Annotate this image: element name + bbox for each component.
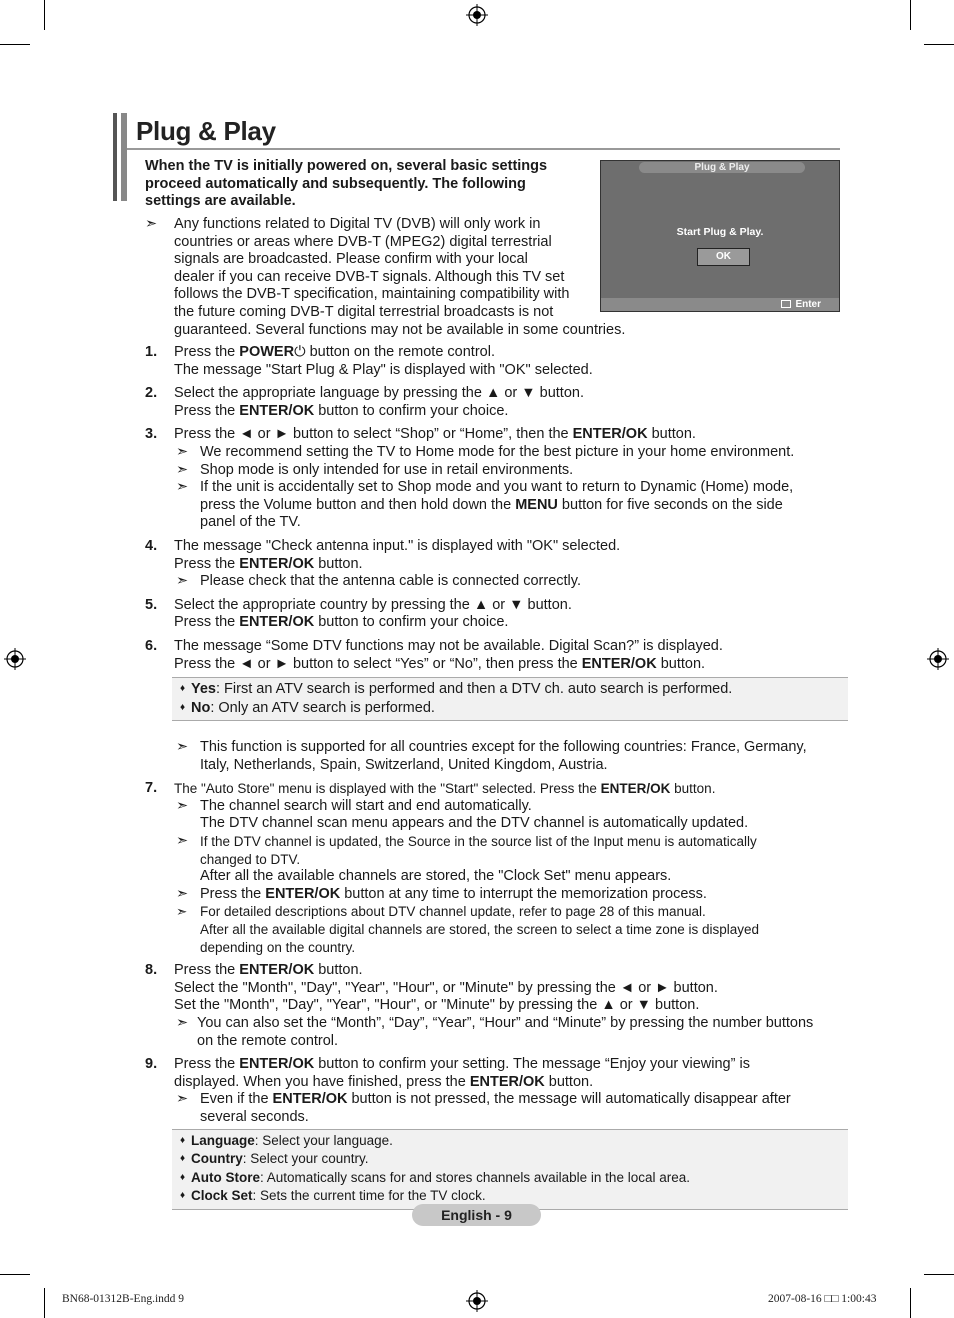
step-bold: ENTER/OK xyxy=(469,1073,545,1090)
step-text: Press the xyxy=(174,402,240,419)
step-bold: ENTER/OK xyxy=(239,1056,315,1073)
diamond-bullet-icon: ♦ xyxy=(180,683,186,695)
note-bold: ENTER/OK xyxy=(265,885,341,902)
diamond-bullet-icon: ♦ xyxy=(180,701,186,713)
option-item xyxy=(180,1187,848,1206)
option-desc: : Select your language. xyxy=(254,1132,393,1148)
step-1 xyxy=(145,344,845,379)
option-item xyxy=(180,1150,848,1169)
arrow-note-icon: ➣ xyxy=(176,797,189,814)
crop-mark xyxy=(0,1274,30,1275)
option-desc: : Sets the current time for the TV clock. xyxy=(252,1188,486,1204)
note-bold: MENU xyxy=(515,496,558,513)
step-bold: ENTER/OK xyxy=(239,555,315,572)
arrow-note-icon: ➣ xyxy=(176,833,189,850)
registration-mark-icon xyxy=(466,1290,488,1312)
step-text: Press the xyxy=(174,962,240,979)
crop-mark xyxy=(924,44,954,45)
step-bold: POWER xyxy=(239,344,295,360)
option-term: Language xyxy=(191,1132,255,1148)
diamond-bullet-icon: ♦ xyxy=(180,1171,186,1183)
note-text: press the Volume button and then hold down the xyxy=(200,496,516,513)
power-icon: ⏻ xyxy=(294,344,306,360)
step-note xyxy=(174,1015,845,1050)
step-number: 3. xyxy=(145,426,158,443)
page-number-badge: English - 9 xyxy=(412,1204,541,1226)
step-number: 7. xyxy=(145,780,158,797)
intro-text: When the TV is initially powered on, several basic settings proceed automatically and subsequently. The following settings are available. xyxy=(145,158,548,209)
osd-bottom-bar xyxy=(601,298,839,311)
arrow-note-icon: ➣ xyxy=(176,461,189,478)
step-number: 4. xyxy=(145,537,158,554)
step-bold: ENTER/OK xyxy=(239,962,315,979)
note-text: button at any time to interrupt the memorization process. xyxy=(340,885,707,902)
option-item xyxy=(180,1132,848,1151)
title-rule xyxy=(127,148,840,150)
step-note xyxy=(174,573,845,591)
step-number: 5. xyxy=(145,596,158,613)
step-note xyxy=(174,833,845,886)
step-text: button. xyxy=(656,655,706,672)
arrow-note-icon: ➣ xyxy=(176,443,189,460)
step-text: Select the appropriate language by pressing the ▲ or ▼ button. xyxy=(174,385,584,402)
step-2 xyxy=(145,385,845,420)
crop-mark xyxy=(910,0,911,30)
note-text: This function is supported for all countries except for the following countries: France, Germany, xyxy=(200,739,807,756)
print-slug-left: BN68-01312B-Eng.indd 9 xyxy=(62,1293,185,1305)
crop-mark xyxy=(0,44,30,45)
dvb-note-line: Any functions related to Digital TV (DVB) will only work in xyxy=(174,216,541,232)
note-text: depending on the country. xyxy=(200,939,356,955)
step-text: Press the xyxy=(174,1056,240,1073)
step-text: The "Auto Store" menu is displayed with the "Start" selected. Press the xyxy=(174,781,601,797)
arrow-note-icon: ➣ xyxy=(176,573,189,590)
step-number: 6. xyxy=(145,637,158,654)
crop-mark xyxy=(44,0,45,30)
note-text: on the remote control. xyxy=(197,1032,339,1049)
osd-message: Start Plug & Play. xyxy=(676,226,764,238)
option-desc: : Automatically scans for and stores channels available in the local area. xyxy=(260,1169,690,1185)
osd-ok-button: OK xyxy=(697,248,750,266)
step-note xyxy=(174,462,845,480)
osd-enter-hint xyxy=(781,298,821,311)
dvb-note-line: guaranteed. Several functions may not be available in some countries. xyxy=(174,321,626,338)
settings-summary-box xyxy=(172,1129,848,1210)
step-7 xyxy=(145,780,845,956)
arrow-note-icon: ➣ xyxy=(176,1091,189,1108)
option-term: Auto Store xyxy=(191,1169,260,1185)
step-text: button to confirm your setting. The message “Enjoy your viewing” is xyxy=(314,1056,750,1073)
step-bold: ENTER/OK xyxy=(572,426,648,443)
step-note xyxy=(174,479,845,532)
step-bold: ENTER/OK xyxy=(600,781,671,797)
step-text: button. xyxy=(314,962,363,979)
step-number: 1. xyxy=(145,344,158,360)
step-text: Press the xyxy=(174,344,240,360)
step-bold: ENTER/OK xyxy=(239,402,315,419)
step-text: displayed. When you have finished, press the xyxy=(174,1073,470,1090)
note-text: Even if the xyxy=(200,1091,273,1108)
step-text: button on the remote control. xyxy=(305,344,495,360)
note-text: Press the xyxy=(200,885,266,902)
note-text: For detailed descriptions about DTV channel update, refer to page 28 of this manual. xyxy=(200,904,706,920)
step-text: The message "Start Plug & Play" is displayed with "OK" selected. xyxy=(174,361,593,378)
step-note xyxy=(174,903,845,956)
step-text: button to confirm your choice. xyxy=(314,614,509,631)
note-text: The DTV channel scan menu appears and the DTV channel is automatically updated. xyxy=(200,815,749,832)
print-slug-right: 2007-08-16 □□ 1:00:43 xyxy=(768,1293,877,1305)
arrow-note-icon: ➣ xyxy=(176,1015,189,1031)
dvb-note-line: signals are broadcasted. Please confirm with your local xyxy=(174,251,528,268)
registration-mark-icon xyxy=(466,4,488,26)
note-text: The channel search will start and end automatically. xyxy=(200,797,532,814)
crop-mark xyxy=(910,1288,911,1318)
osd-screen xyxy=(600,160,840,312)
diamond-bullet-icon: ♦ xyxy=(180,1153,186,1165)
step-text: Set the "Month", "Day", "Year", "Hour", or "Minute" by pressing the ▲ or ▼ button. xyxy=(174,997,700,1014)
note-text: After all the available channels are stored, the "Clock Set" menu appears. xyxy=(200,868,672,885)
arrow-note-icon: ➣ xyxy=(176,739,189,756)
step-number: 2. xyxy=(145,385,158,402)
step-3 xyxy=(145,426,845,532)
page-title: Plug & Play xyxy=(136,116,276,146)
note-text: changed to DTV. xyxy=(200,851,301,867)
note-text: After all the available digital channels are stored, the screen to select a time zone is displayed xyxy=(200,922,760,938)
option-item xyxy=(180,680,848,699)
dvb-note-line: the future coming DVB-T digital terrestrial broadcasts is not xyxy=(174,303,554,320)
note-text: Italy, Netherlands, Spain, Switzerland, United Kingdom, Austria. xyxy=(200,756,608,773)
option-desc: : Only an ATV search is performed. xyxy=(210,699,435,716)
note-text: We recommend setting the TV to Home mode for the best picture in your home environment. xyxy=(200,443,795,460)
option-desc: : First an ATV search is performed and then a DTV ch. auto search is performed. xyxy=(216,681,733,698)
step-6 xyxy=(145,638,845,673)
registration-mark-icon xyxy=(927,648,949,670)
note-text: If the DTV channel is updated, the Source in the source list of the Input menu is automatically xyxy=(200,834,757,850)
option-term: No xyxy=(191,699,211,716)
step-number: 8. xyxy=(145,962,158,979)
step-text: Select the "Month", "Day", "Year", "Hour", or "Minute" by pressing the ◄ or ► button. xyxy=(174,979,718,996)
step-text: button. xyxy=(544,1073,594,1090)
options-box xyxy=(172,677,848,721)
diamond-bullet-icon: ♦ xyxy=(180,1190,186,1202)
crop-mark xyxy=(924,1274,954,1275)
note-text: several seconds. xyxy=(200,1108,309,1125)
dvb-note-line: countries or areas where DVB-T (MPEG2) digital terrestrial xyxy=(174,233,552,250)
arrow-note-icon: ➣ xyxy=(176,885,189,902)
crop-mark xyxy=(44,1288,45,1318)
step-note xyxy=(174,886,845,904)
step-note xyxy=(174,444,845,462)
step-9 xyxy=(145,1056,845,1126)
steps-list xyxy=(145,344,845,1216)
step-8 xyxy=(145,962,845,1050)
step-note xyxy=(174,739,845,774)
step-number: 9. xyxy=(145,1056,158,1073)
note-text: You can also set the “Month”, “Day”, “Year”, “Hour” and “Minute” by pressing the number buttons xyxy=(197,1015,814,1031)
arrow-note-icon: ➣ xyxy=(176,479,189,496)
arrow-note-icon: ➣ xyxy=(145,216,158,232)
step-text: button. xyxy=(314,555,363,572)
step-6-note xyxy=(145,739,845,774)
note-text: button is not pressed, the message will automatically disappear after xyxy=(347,1091,791,1108)
step-text: Press the ◄ or ► button to select “Yes” or “No”, then press the xyxy=(174,655,582,672)
osd-enter-label: Enter xyxy=(795,299,821,310)
step-bold: ENTER/OK xyxy=(581,655,657,672)
step-text: Press the xyxy=(174,555,240,572)
step-text: Press the xyxy=(174,614,240,631)
note-text: Please check that the antenna cable is connected correctly. xyxy=(200,573,581,590)
option-term: Clock Set xyxy=(191,1188,253,1204)
dvb-note-line: dealer if you can receive DVB-T signals. Although this TV set xyxy=(174,268,565,285)
step-text: Select the appropriate country by pressing the ▲ or ▼ button. xyxy=(174,596,572,613)
option-term: Country xyxy=(191,1151,243,1167)
note-bold: ENTER/OK xyxy=(272,1091,348,1108)
step-note xyxy=(174,1091,845,1126)
arrow-note-icon: ➣ xyxy=(176,904,188,920)
dvb-note xyxy=(145,216,645,339)
osd-title: Plug & Play xyxy=(639,162,805,173)
step-note xyxy=(174,798,845,833)
title-accent-bar xyxy=(113,113,117,201)
step-text: The message “Some DTV functions may not be available. Digital Scan?” is displayed. xyxy=(174,637,723,654)
enter-icon xyxy=(781,300,791,308)
note-text: If the unit is accidentally set to Shop mode and you want to return to Dynamic (Home) mode, xyxy=(200,479,794,496)
diamond-bullet-icon: ♦ xyxy=(180,1134,186,1146)
note-text: panel of the TV. xyxy=(200,514,301,531)
step-5 xyxy=(145,597,845,632)
option-term: Yes xyxy=(191,681,216,698)
option-item xyxy=(180,699,848,718)
title-accent-bar xyxy=(121,113,127,201)
registration-mark-icon xyxy=(4,648,26,670)
step-text: button to confirm your choice. xyxy=(314,402,509,419)
dvb-note-line: follows the DVB-T specification, maintaining compatibility with xyxy=(174,286,570,303)
step-text: button. xyxy=(670,781,716,797)
note-text: Shop mode is only intended for use in retail environments. xyxy=(200,461,574,478)
note-text: button for five seconds on the side xyxy=(557,496,783,513)
step-4 xyxy=(145,538,845,591)
step-text: Press the ◄ or ► button to select “Shop” or “Home”, then the xyxy=(174,426,573,443)
step-text: The message "Check antenna input." is displayed with "OK" selected. xyxy=(174,537,621,554)
option-desc: : Select your country. xyxy=(242,1151,369,1167)
option-item xyxy=(180,1169,848,1188)
step-text: button. xyxy=(647,426,696,443)
step-bold: ENTER/OK xyxy=(239,614,315,631)
